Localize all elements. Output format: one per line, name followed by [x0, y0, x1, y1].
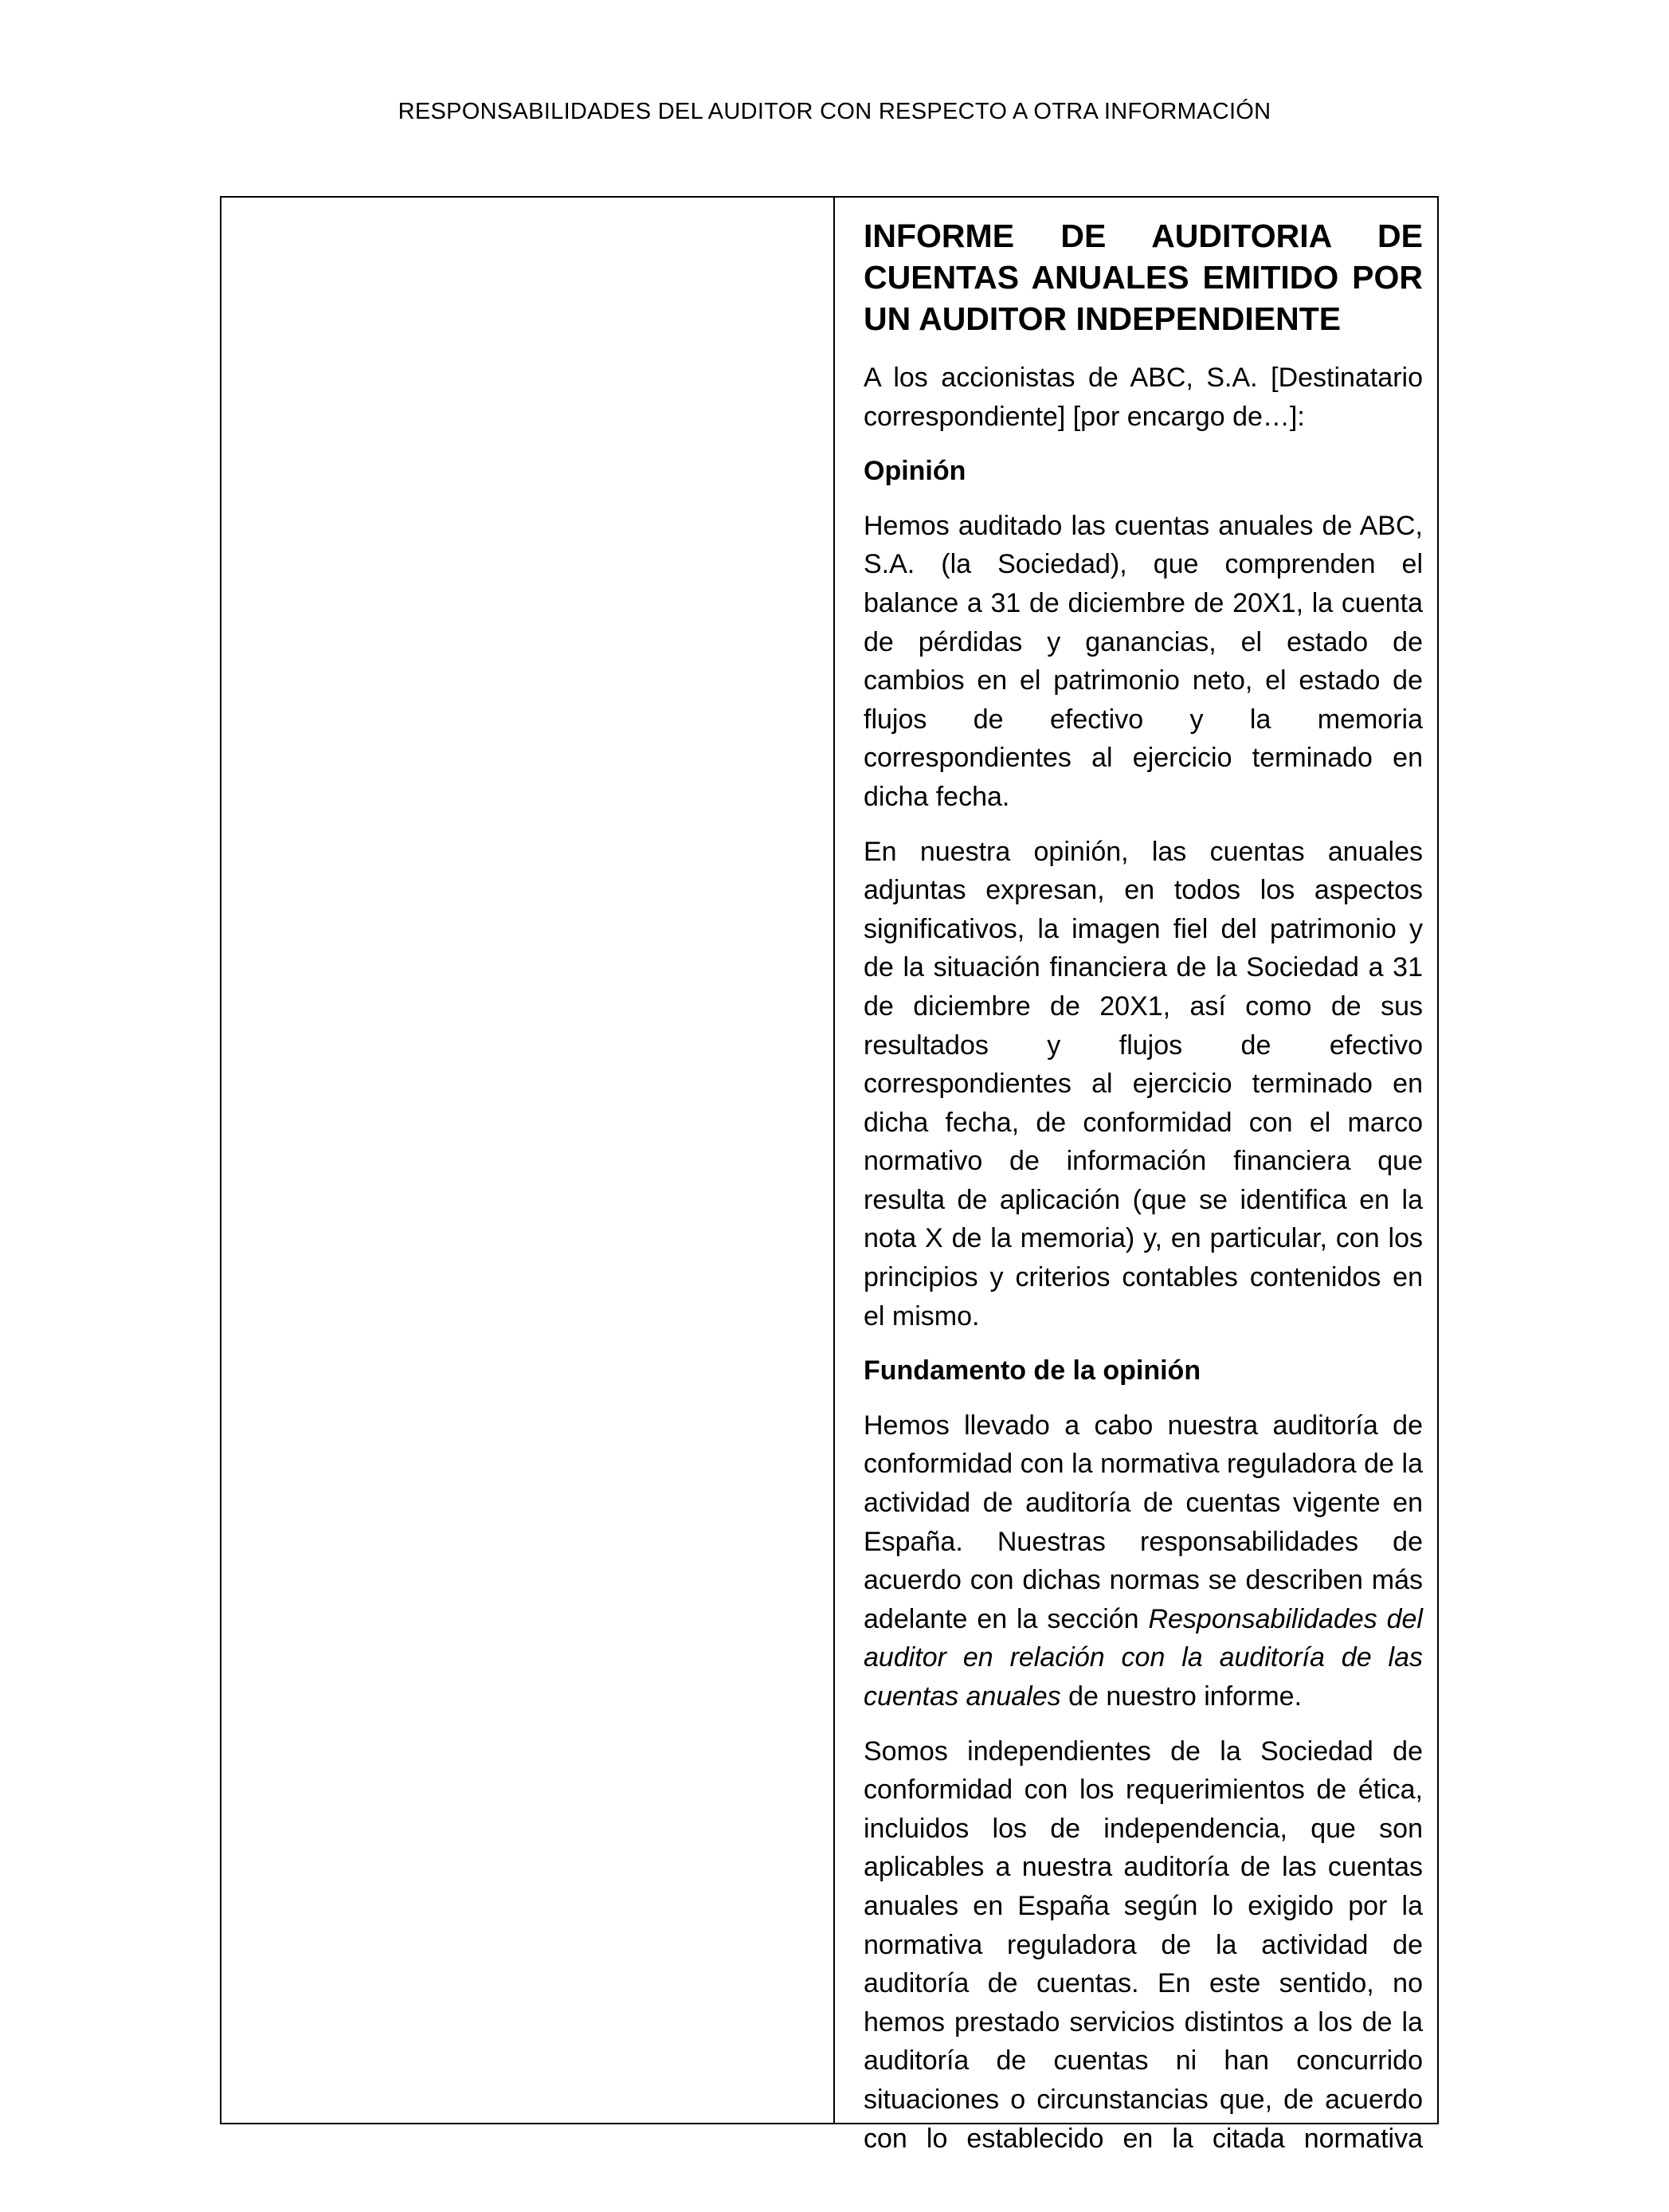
basis-p1-text: Hemos llevado a cabo nuestra auditoría de conformidad con la normativa reguladora de la actividad de auditoría de cuentas vigente en España. Nuestras responsabilidades de acuerdo con dichas normas se describen más adelante en la sección — [864, 1410, 1423, 1634]
left-column-empty — [221, 198, 835, 2123]
opinion-paragraph-2: En nuestra opinión, las cuentas anuales adjuntas expresan, en todos los aspectos significativos, la imagen fiel del patrimonio y de la situación financiera de la Sociedad a 31 de diciembre de 20X1, así como de sus resultados y flujos de efectivo correspondientes al ejercicio terminado en dicha fecha, de conformidad con el marco normativo de información financiera que resulta de aplicación (que se identifica en la nota X de la memoria) y, en particular, con los principios y criterios contables contenidos en el mismo. — [864, 836, 1423, 1332]
opinion-heading: Opinión — [864, 456, 966, 487]
basis-p1-text-end: de nuestro informe. — [1060, 1681, 1303, 1712]
running-header: RESPONSABILIDADES DEL AUDITOR CON RESPECTO A OTRA INFORMACIÓN — [398, 99, 1271, 124]
basis-p1-section-reference: Responsabilidades del auditor en relación con la auditoría de las cuentas anuales — [864, 1603, 1423, 1712]
basis-paragraph-2: Somos independientes de la Sociedad de conformidad con los requerimientos de ética, incluidos los de independencia, que son aplicables a nuestra auditoría de las cuentas anuales en España según lo exigido por la normativa reguladora de la actividad de auditoría de cuentas. En este sentido, no hemos prestado servicios distintos a los de la auditoría de cuentas ni han concurrido situaciones o circunstancias que, de acuerdo con lo establecido en la citada normativa — [864, 1735, 1423, 2154]
opinion-paragraph-1: Hemos auditado las cuentas anuales de ABC, S.A. (la Sociedad), que comprenden el balance a 31 de diciembre de 20X1, la cuenta de pérdidas y ganancias, el estado de cambios en el patrimonio neto, el estado de flujos de efectivo y la memoria correspondientes al ejercicio terminado en dicha fecha. — [864, 510, 1423, 812]
basis-paragraph-1 — [864, 1406, 1423, 1716]
report-column — [835, 198, 1437, 2154]
report-title: INFORME DE AUDITORIA DE CUENTAS ANUALES EMITIDO POR UN AUDITOR INDEPENDIENTE — [864, 218, 1423, 337]
report-table — [220, 196, 1439, 2154]
addressee: A los accionistas de ABC, S.A. [Destinatario correspondiente] [por encargo de…]: — [864, 363, 1423, 432]
basis-heading: Fundamento de la opinión — [864, 1355, 1201, 1386]
